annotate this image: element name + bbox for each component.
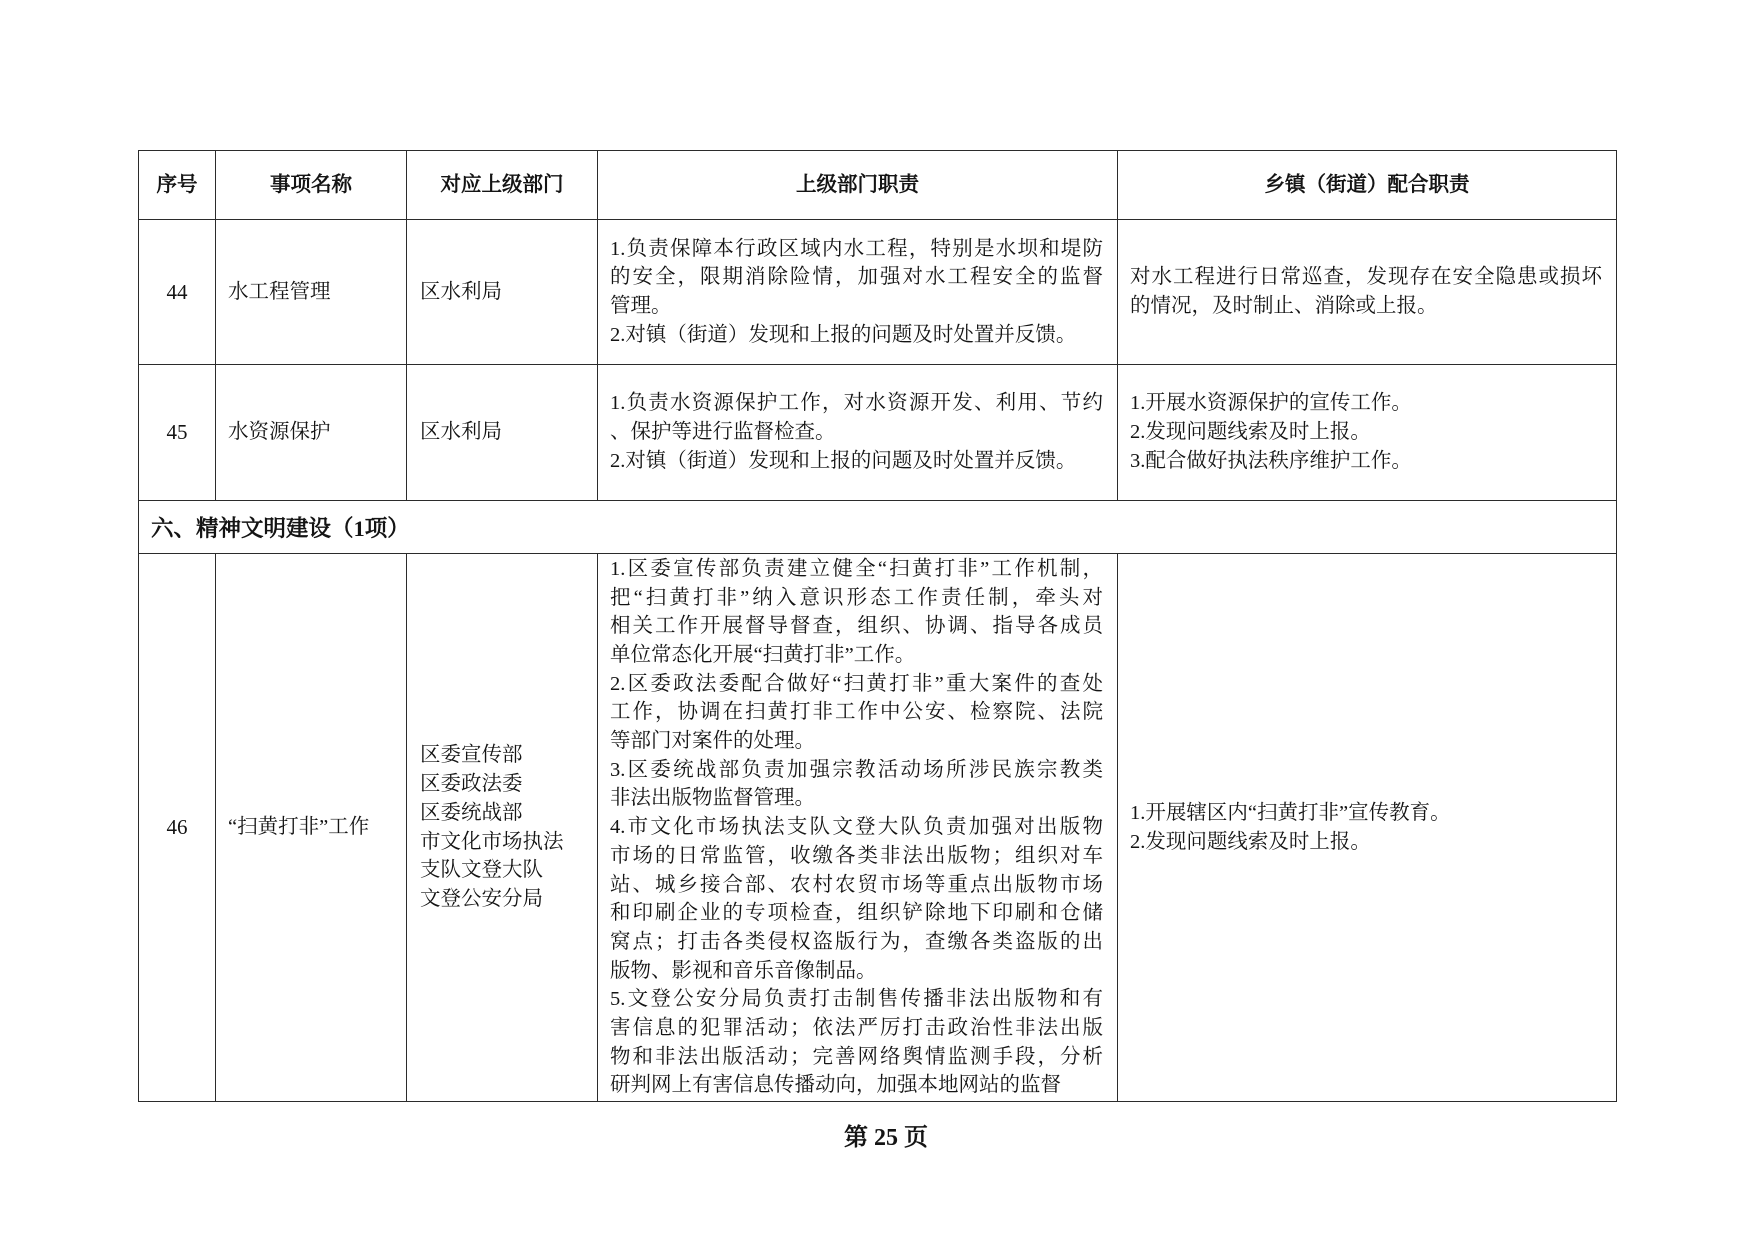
duty-item bbox=[610, 813, 1103, 985]
header-item-name: 事项名称 bbox=[270, 173, 352, 196]
name-cell bbox=[216, 554, 407, 1102]
text-line: 研判网上有害信息传播动向，加强本地网站的监督 bbox=[610, 1074, 1061, 1097]
text-line: 2.发现问题线索及时上报。 bbox=[1130, 830, 1371, 853]
department-line: 区水利局 bbox=[420, 280, 502, 303]
text-line: 对水工程进行日常巡查，发现存在安全隐患或损坏 bbox=[1130, 266, 1602, 289]
text-line: 的情况，及时制止、消除或上报。 bbox=[1130, 295, 1438, 317]
text-line: 5.文登公安分局负责打击制售传播非法出版物和有 bbox=[610, 988, 1103, 1011]
text-line: 、保护等进行监督检查。 bbox=[610, 421, 836, 444]
cooperation-item bbox=[1130, 828, 1602, 857]
department-line: 区委政法委 bbox=[420, 773, 523, 796]
township-duty-cell bbox=[1118, 220, 1617, 365]
department-line: 区水利局 bbox=[420, 421, 502, 444]
cooperation-item bbox=[1130, 263, 1602, 320]
text-line: 非法出版物监督管理。 bbox=[610, 787, 815, 810]
name-cell bbox=[216, 365, 407, 501]
superior-duty-text bbox=[598, 220, 1117, 364]
department-cell bbox=[407, 365, 598, 501]
text-line: 2.对镇（街道）发现和上报的问题及时处置并反馈。 bbox=[610, 449, 1077, 472]
item-number: 46 bbox=[166, 815, 188, 840]
text-line: 单位常态化开展“扫黄打非”工作。 bbox=[610, 644, 916, 667]
text-line: 市场的日常监管，收缴各类非法出版物；组织对车 bbox=[610, 844, 1103, 867]
duty-item bbox=[610, 447, 1103, 476]
text-line: 版物、影视和音乐音像制品。 bbox=[610, 959, 877, 982]
text-line: 1.开展水资源保护的宣传工作。 bbox=[1130, 392, 1412, 415]
text-line: 等部门对案件的处理。 bbox=[610, 730, 815, 753]
text-line: 站、城乡接合部、农村农贸市场等重点出版物市场 bbox=[610, 873, 1103, 896]
section-row bbox=[139, 501, 1617, 554]
text-line: 1.负责保障本行政区域内水工程，特别是水坝和堤防 bbox=[610, 237, 1103, 260]
text-line: 物和非法出版活动；完善网络舆情监测手段，分析 bbox=[610, 1045, 1103, 1068]
township-duty-cell bbox=[1118, 554, 1617, 1102]
department-line: 支队文登大队 bbox=[420, 859, 543, 882]
township-duty-text bbox=[1118, 554, 1616, 1101]
cooperation-item bbox=[1130, 799, 1602, 828]
item-name: 水工程管理 bbox=[228, 280, 331, 303]
township-duty-text bbox=[1118, 365, 1616, 500]
duty-item bbox=[610, 555, 1103, 670]
table-row bbox=[139, 220, 1617, 365]
header-cell-department bbox=[407, 151, 598, 220]
department-cell bbox=[407, 554, 598, 1102]
township-duty-cell bbox=[1118, 365, 1617, 501]
text-line: 3.配合做好执法秩序维护工作。 bbox=[1130, 449, 1412, 472]
table-row bbox=[139, 554, 1617, 1102]
text-line: 把“扫黄打非”纳入意识形态工作责任制，牵头对 bbox=[610, 586, 1103, 609]
text-line: 管理。 bbox=[610, 295, 672, 317]
item-name: “扫黄打非”工作 bbox=[228, 816, 370, 839]
duty-item bbox=[610, 756, 1103, 813]
header-cell-number bbox=[139, 151, 216, 220]
cooperation-item bbox=[1130, 389, 1602, 418]
item-number: 45 bbox=[166, 420, 188, 445]
cooperation-item bbox=[1130, 447, 1602, 476]
duty-item bbox=[610, 321, 1103, 350]
header-cell-township-duty bbox=[1118, 151, 1617, 220]
table-body bbox=[139, 220, 1617, 1102]
table-header-row bbox=[139, 151, 1617, 220]
text-line: 1.负责水资源保护工作，对水资源开发、利用、节约 bbox=[610, 392, 1103, 415]
duty-item bbox=[610, 670, 1103, 756]
text-line: 相关工作开展督导督查，组织、协调、指导各成员 bbox=[610, 615, 1103, 638]
text-line: 窝点；打击各类侵权盗版行为，查缴各类盗版的出 bbox=[610, 930, 1103, 953]
item-number: 44 bbox=[166, 279, 188, 304]
header-township-duty: 乡镇（街道）配合职责 bbox=[1264, 173, 1470, 196]
header-cell-name bbox=[216, 151, 407, 220]
duty-item bbox=[610, 985, 1103, 1100]
text-line: 2.区委政法委配合做好“扫黄打非”重大案件的查处 bbox=[610, 672, 1103, 695]
section-title: 六、精神文明建设（1项） bbox=[151, 516, 410, 541]
department-cell bbox=[407, 220, 598, 365]
cooperation-item bbox=[1130, 418, 1602, 447]
township-duty-text bbox=[1118, 220, 1616, 364]
department-line: 文登公安分局 bbox=[420, 887, 543, 910]
duty-item bbox=[610, 235, 1103, 321]
header-department: 对应上级部门 bbox=[440, 173, 564, 196]
number-cell bbox=[139, 365, 216, 501]
superior-duty-cell bbox=[598, 365, 1118, 501]
number-cell bbox=[139, 220, 216, 365]
duty-item bbox=[610, 389, 1103, 446]
item-name: 水资源保护 bbox=[228, 421, 331, 444]
superior-duty-cell bbox=[598, 220, 1118, 365]
text-line: 工作，协调在扫黄打非工作中公安、检察院、法院 bbox=[610, 701, 1103, 724]
department-line: 市文化市场执法 bbox=[420, 830, 564, 853]
section-cell-wrapper bbox=[139, 501, 1617, 554]
text-line: 2.对镇（街道）发现和上报的问题及时处置并反馈。 bbox=[610, 323, 1077, 346]
name-cell bbox=[216, 220, 407, 365]
header-cell-superior-duty bbox=[598, 151, 1118, 220]
header-number: 序号 bbox=[156, 173, 198, 196]
table-row bbox=[139, 365, 1617, 501]
text-line: 1.开展辖区内“扫黄打非”宣传教育。 bbox=[1130, 801, 1451, 824]
superior-duty-text bbox=[598, 554, 1117, 1101]
text-line: 4.市文化市场执法支队文登大队负责加强对出版物 bbox=[610, 816, 1103, 839]
text-line: 1.区委宣传部负责建立健全“扫黄打非”工作机制， bbox=[610, 557, 1103, 580]
department-list bbox=[407, 365, 597, 500]
department-line: 区委宣传部 bbox=[420, 744, 523, 767]
number-cell bbox=[139, 554, 216, 1102]
text-line: 3.区委统战部负责加强宗教活动场所涉民族宗教类 bbox=[610, 758, 1103, 781]
superior-duty-text bbox=[598, 365, 1117, 500]
department-list bbox=[407, 554, 597, 1101]
superior-duty-cell bbox=[598, 554, 1118, 1102]
text-line: 2.发现问题线索及时上报。 bbox=[1130, 421, 1371, 444]
text-line: 害信息的犯罪活动；依法严厉打击政治性非法出版 bbox=[610, 1016, 1103, 1039]
page-number: 第 25 页 bbox=[844, 1125, 928, 1151]
header-superior-duty: 上级部门职责 bbox=[796, 173, 919, 196]
department-list bbox=[407, 220, 597, 364]
department-line: 区委统战部 bbox=[420, 801, 523, 824]
text-line: 的安全，限期消除险情，加强对水工程安全的监督 bbox=[610, 266, 1103, 289]
text-line: 和印刷企业的专项检查，组织铲除地下印刷和仓储 bbox=[610, 902, 1103, 925]
duty-table bbox=[138, 150, 1617, 1102]
